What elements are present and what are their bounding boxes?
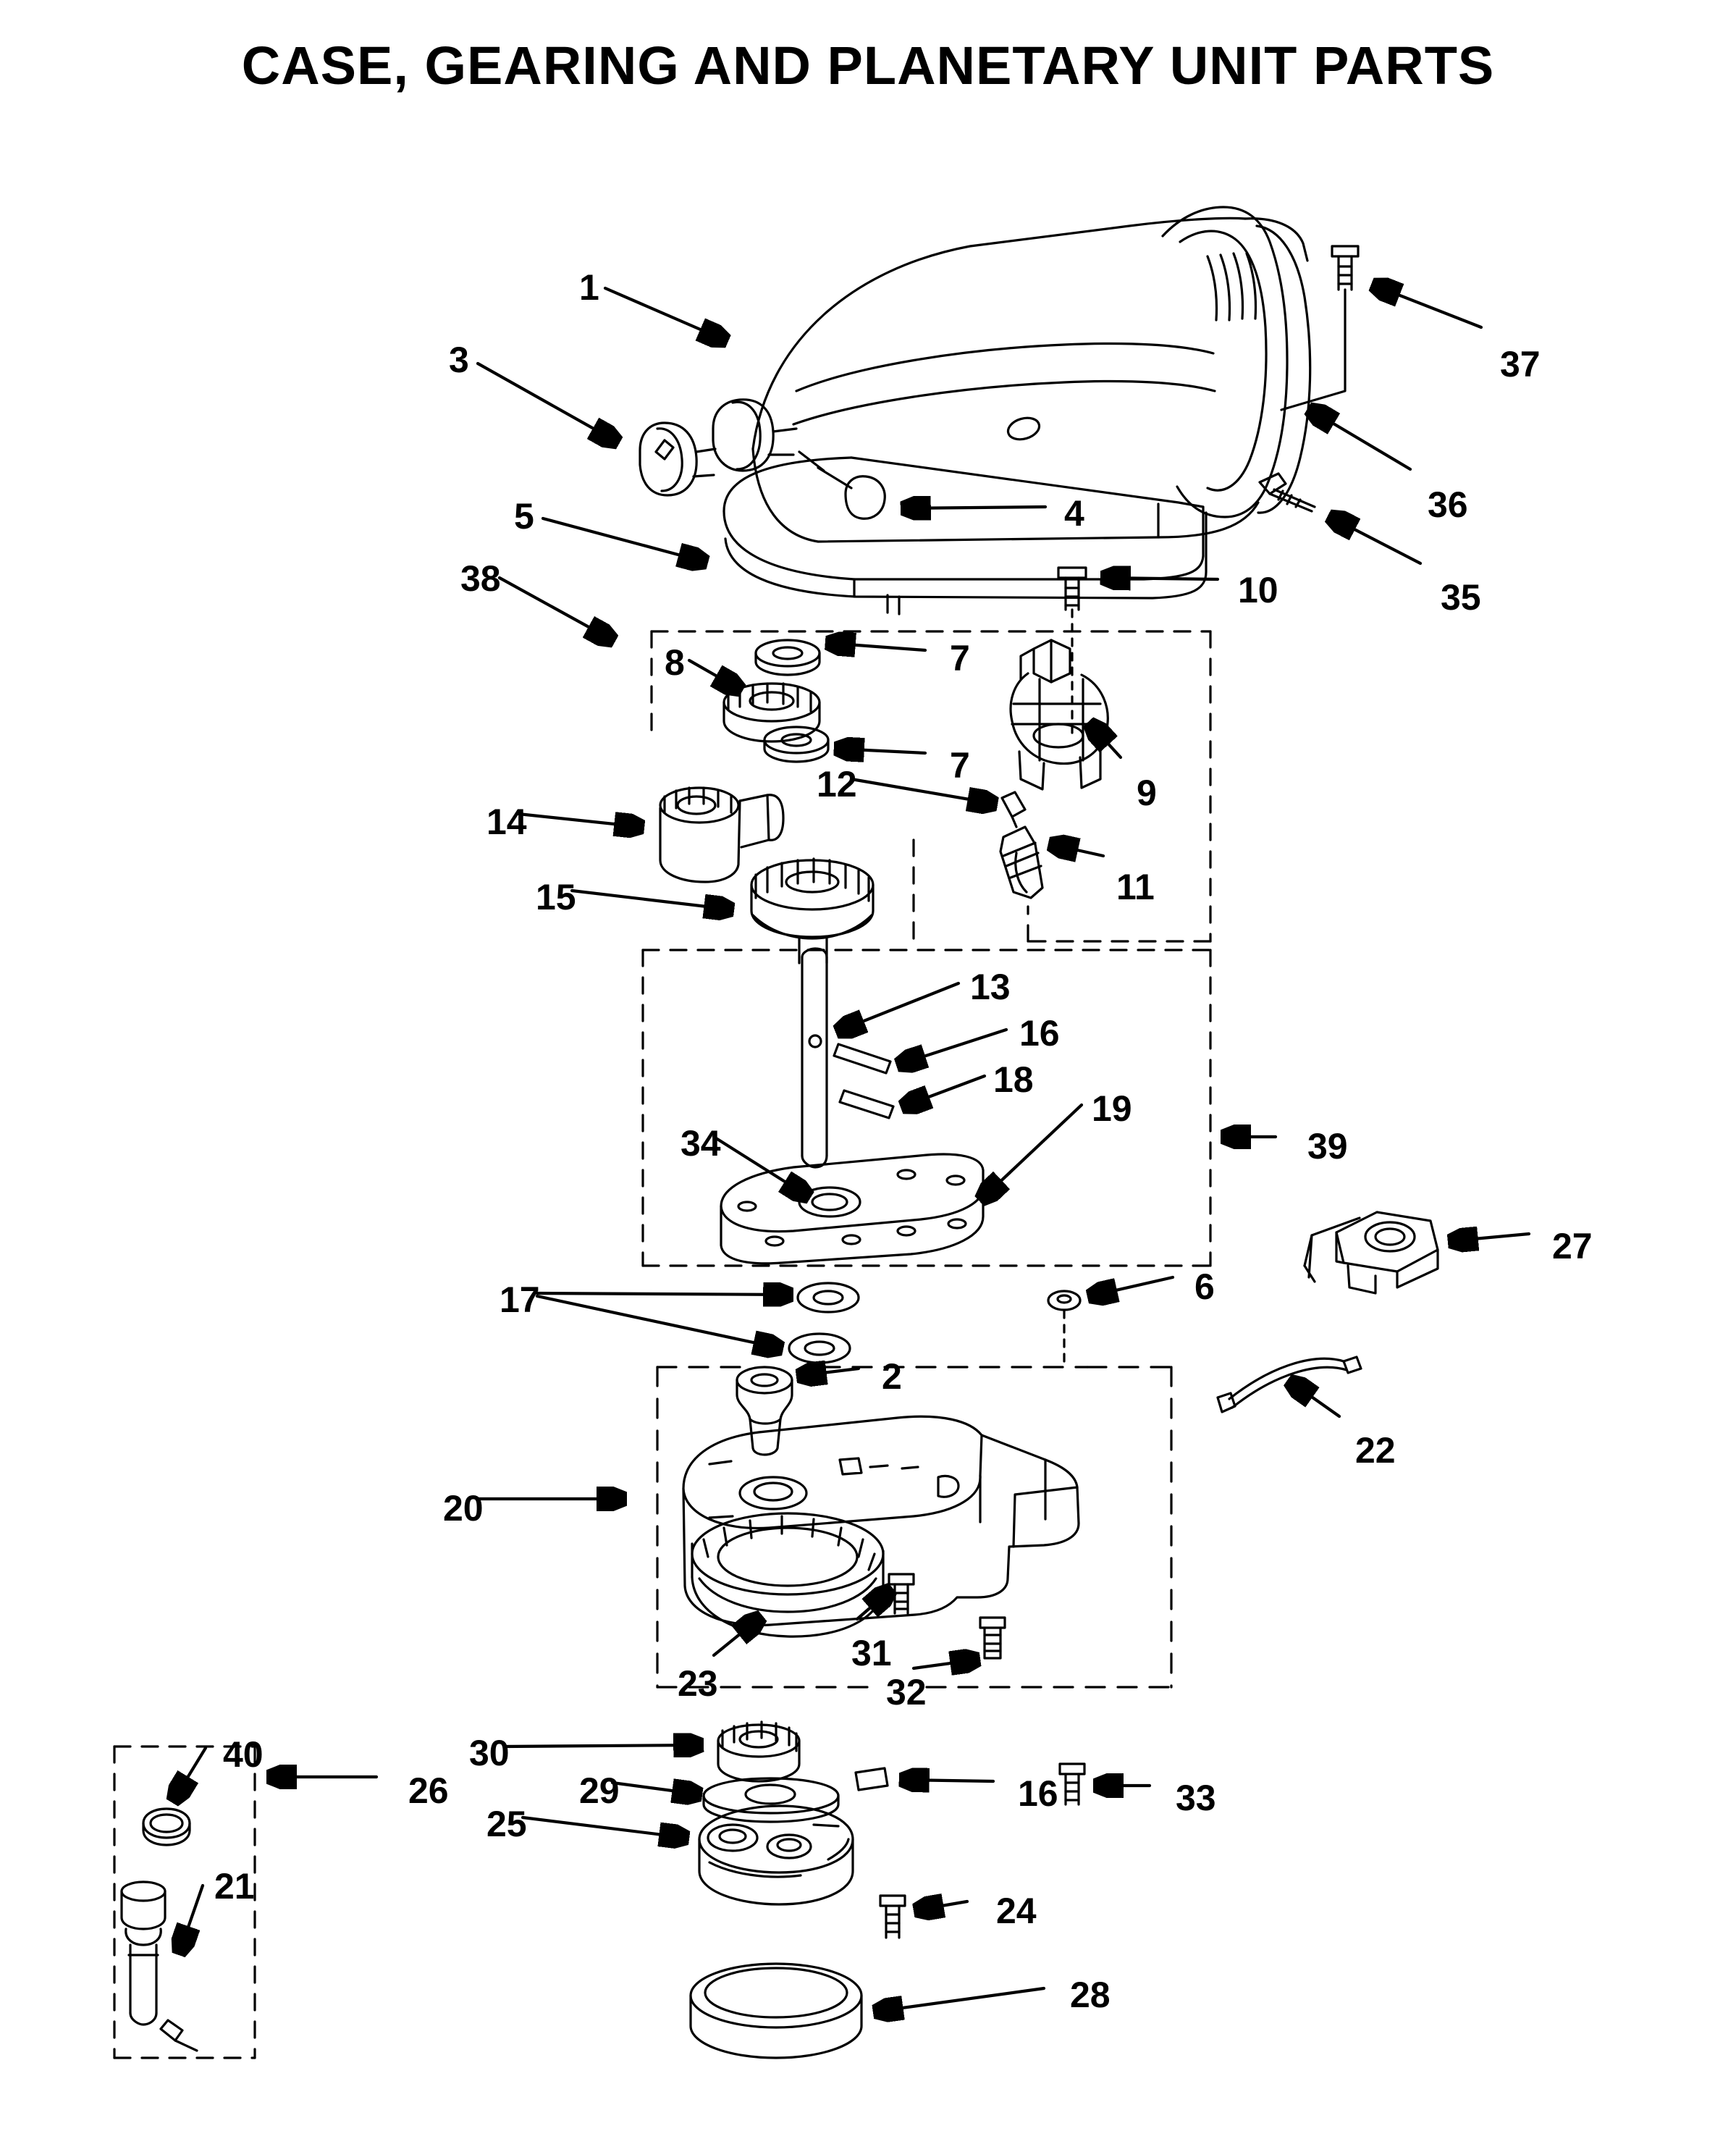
callout-number-27: 27 xyxy=(1552,1226,1593,1266)
part-screw-31 xyxy=(889,1574,914,1613)
callout-number-36: 36 xyxy=(1428,484,1468,525)
part-wire-lead-22 xyxy=(1218,1357,1361,1412)
part-planetary-ring-28 xyxy=(691,1964,861,2058)
part-gear-case-gasket xyxy=(721,1154,983,1264)
callout-number-4: 4 xyxy=(1064,493,1084,534)
callout-number-31: 31 xyxy=(851,1633,892,1673)
part-retaining-ring-40 xyxy=(143,1809,190,1845)
part-gear-case-housing xyxy=(683,1416,1079,1636)
callout-number-6: 6 xyxy=(1194,1266,1215,1307)
callout-number-23: 23 xyxy=(678,1663,718,1704)
callout-number-26: 26 xyxy=(408,1770,449,1811)
callout-number-8: 8 xyxy=(665,642,685,683)
part-shaft-11 xyxy=(1000,827,1042,898)
callout-number-5: 5 xyxy=(514,496,534,537)
callout-number-9: 9 xyxy=(1137,773,1157,813)
callout-number-40: 40 xyxy=(223,1734,264,1775)
callout-number-38: 38 xyxy=(460,558,501,599)
callout-number-7: 7 xyxy=(950,745,970,786)
part-washers-17 xyxy=(789,1283,859,1363)
callout-number-32: 32 xyxy=(886,1672,927,1712)
part-planetary-gear-30 xyxy=(718,1722,799,1781)
callout-number-24: 24 xyxy=(996,1891,1037,1931)
callout-number-10: 10 xyxy=(1238,570,1278,610)
callout-number-29: 29 xyxy=(579,1770,620,1811)
callout-number-15: 15 xyxy=(536,877,576,917)
callout-number-30: 30 xyxy=(469,1733,510,1773)
callout-number-22: 22 xyxy=(1355,1430,1396,1471)
part-center-shaft xyxy=(802,949,827,1167)
part-bushing-2 xyxy=(737,1367,792,1455)
part-plug-32 xyxy=(980,1618,1005,1658)
callout-number-18: 18 xyxy=(993,1059,1034,1100)
callout-number-16: 16 xyxy=(1018,1773,1058,1814)
callout-number-14: 14 xyxy=(486,802,527,842)
part-pin-18 xyxy=(840,1090,893,1118)
part-screw-33 xyxy=(1060,1764,1084,1804)
part-beater-shaft-21 xyxy=(122,1882,197,2051)
part-pin-12 xyxy=(1002,792,1025,827)
page-title: CASE, GEARING AND PLANETARY UNIT PARTS xyxy=(241,35,1495,96)
callout-number-1: 1 xyxy=(579,267,599,308)
part-roll-pin-16b xyxy=(856,1768,888,1790)
callout-number-28: 28 xyxy=(1070,1975,1111,2015)
callout-number-19: 19 xyxy=(1092,1088,1132,1129)
callout-number-11: 11 xyxy=(1116,867,1155,907)
callout-number-25: 25 xyxy=(486,1804,527,1844)
part-pin-16 xyxy=(834,1044,890,1073)
callout-number-34: 34 xyxy=(681,1123,721,1164)
part-motor-housing xyxy=(713,207,1310,542)
part-speed-control-lever xyxy=(1305,1212,1438,1293)
callout-number-20: 20 xyxy=(443,1488,484,1529)
callout-number-12: 12 xyxy=(817,764,857,804)
part-retaining-ring-6 xyxy=(1048,1291,1080,1364)
part-gear-bracket xyxy=(1011,640,1108,789)
part-bevel-gear xyxy=(751,859,873,963)
callout-number-3: 3 xyxy=(449,340,469,380)
callout-number-33: 33 xyxy=(1176,1778,1216,1818)
part-worm-gear xyxy=(660,788,783,882)
callout-number-39: 39 xyxy=(1307,1126,1348,1167)
part-screw-24 xyxy=(880,1896,905,1938)
part-hub-knob xyxy=(640,423,715,495)
callout-number-2: 2 xyxy=(882,1356,902,1397)
callout-number-17: 17 xyxy=(500,1279,540,1320)
part-screw-37 xyxy=(1281,246,1358,410)
callout-number-37: 37 xyxy=(1500,344,1541,384)
callout-number-13: 13 xyxy=(970,967,1011,1007)
part-washer-7-upper xyxy=(756,640,819,675)
part-screw-10 xyxy=(1058,568,1086,739)
callout-number-35: 35 xyxy=(1441,577,1481,618)
callout-number-7: 7 xyxy=(950,638,970,678)
callout-number-16: 16 xyxy=(1019,1013,1060,1054)
part-washer-7-lower xyxy=(764,727,828,762)
callout-number-21: 21 xyxy=(214,1866,255,1907)
part-hub-gasket xyxy=(799,452,885,518)
